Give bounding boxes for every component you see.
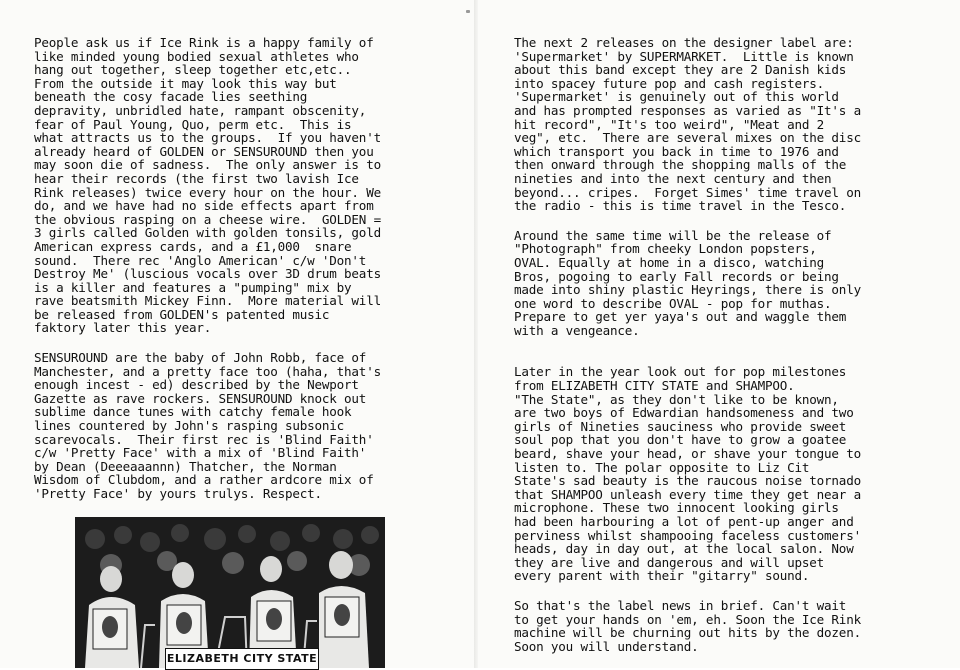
staple-mark xyxy=(466,10,470,13)
photo-caption: ELIZABETH CITY STATE xyxy=(165,648,319,670)
intro-paragraph: People ask us if Ice Rink is a happy family of like minded young bodied sexual athletes who hang out together, sleep together etc,etc.. From the outside it may look this way but beneath the cosy facade lies seething depravity, unbridled hate, rampant obscenity, fear of Paul Young, Quo, perm etc. This is what attracts us to the groups. If you haven't already heard of GOLDEN or SENSUROUND then you may soon die of sadness. The only answer is to hear their records (the first two lavish Ice Rink releases) twice every hour on the hour. We do, and we have had no side effects apart from the obvious rasping on a cheese wire. GOLDEN = 3 girls called Golden with golden tonsils, gold American express cards, and a £1,000 snare sound. There rec 'Anglo American' c/w 'Don't Destroy Me' (luscious vocals over 3D drum beats is a killer and features a "pumping" mix by rave beatsmith Mickey Finn. More material will be released from GOLDEN's patented music faktory later this year. xyxy=(34,35,381,336)
oval-paragraph: Around the same time will be the release of "Photograph" from cheeky London popsters, OVAL. Equally at home in a disco, watching Bros, pogoing to early Fall records or being made into shiny plastic Heyrings, there is only one word to describe OVAL - pop for muthas. Prepare to get yer yaya's out and waggle them with a vengeance. xyxy=(514,227,861,338)
supermarket-paragraph: The next 2 releases on the designer label are: 'Supermarket' by SUPERMARKET. Little is known about this band except they are 2 Danish kids into spacey future pop and cash registers. 'Supermarket' is genuinely out of this world and has prompted responses as varied as "It's a hit record", "It's too weird", "Meat and 2 veg", etc. There are several mixes on the disc which transport you back in time to 1976 and then onward through the shopping malls of the nineties and into the next century and then beyond... cripes. Forget Simes' time travel on the radio - this is time travel in the Tesco. xyxy=(514,35,861,214)
elizabeth-city-state-paragraph: Later in the year look out for pop milestones from ELIZABETH CITY STATE and SHAMPOO. "The State", as they don't like to be known, are two boys of Edwardian handsomeness and two girls of Nineties sauciness who provide sweet soul pop that you don't have to grow a goatee beard, shave your head, or shave your tongue to listen to. The polar opposite to Liz Cit State's sad beauty is the raucous noise tornado that SHAMPOO unleash every time they get near a microphone. These two innocent looking girls had been harbouring a lot of pent-up anger and perviness whilst shampooing faceless customers' heads, day in day out, at the local salon. Now they are live and dangerous and will upset every parent with their "gitarry" sound. xyxy=(514,364,861,584)
band-photo xyxy=(75,517,385,668)
closing-paragraph: So that's the label news in brief. Can't wait to get your hands on 'em, eh. Soon the Ice Rink machine will be churning out hits by the dozen. Soon you will understand. xyxy=(514,597,861,654)
sensuround-paragraph: SENSUROUND are the baby of John Robb, face of Manchester, and a pretty face too (haha, that's enough incest - ed) described by the Newport Gazette as rave rockers. SENSUROUND knock out sublime dance tunes with catchy female hook lines countered by John's rasping subsonic scarevocals. Their first rec is 'Blind Faith' c/w 'Pretty Face' with a mix of 'Blind Faith' by Dean (Deeeaaannn) Thatcher, the Norman Wisdom of Clubdom, and a rather ardcore mix of 'Pretty Face' by yours trulys. Respect. xyxy=(34,350,381,501)
right-text-column xyxy=(514,36,918,653)
left-text-column xyxy=(34,36,438,501)
